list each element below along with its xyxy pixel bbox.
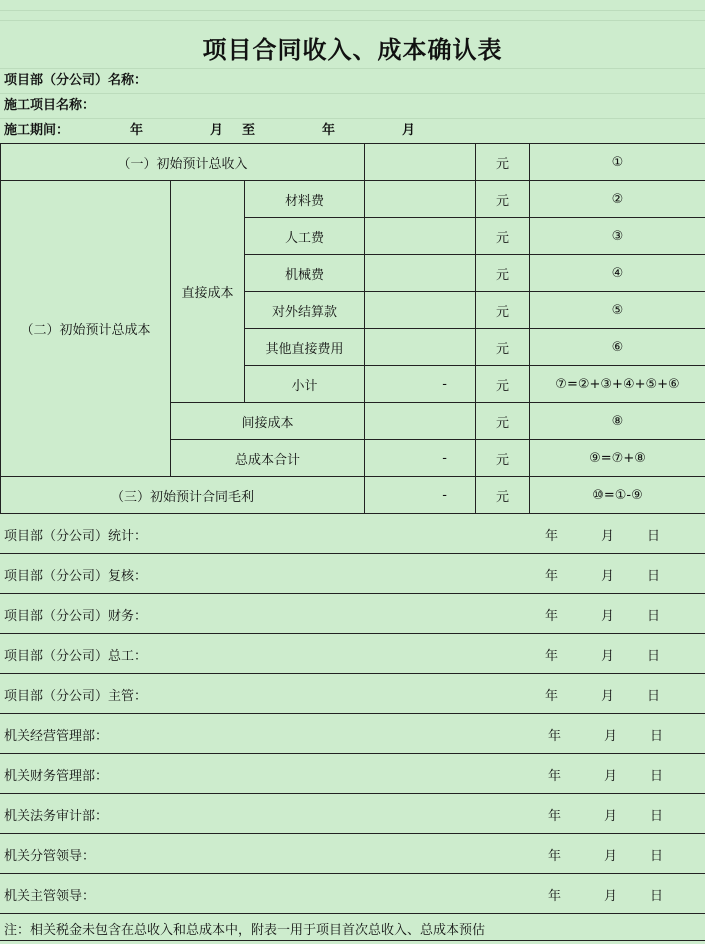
signature-label: 机关经营管理部： — [4, 729, 109, 744]
grid-line — [0, 93, 705, 94]
date-month: 月 — [601, 689, 615, 704]
document-title: 项目合同收入、成本确认表 — [202, 35, 503, 64]
date-year: 年 — [548, 889, 562, 904]
period-start-month: 月 — [210, 123, 224, 138]
date-year: 年 — [545, 529, 559, 544]
formula-cell: ① — [530, 144, 705, 181]
signature-label: 项目部（分公司）总工： — [4, 649, 148, 664]
unit-cell: 元 — [476, 181, 530, 218]
material-cost-value[interactable] — [365, 181, 476, 218]
formula-cell: ② — [530, 181, 705, 218]
date-month: 月 — [604, 769, 618, 784]
subtotal-label: 小计 — [245, 366, 365, 403]
date-year: 年 — [545, 649, 559, 664]
period-start-year: 年 — [130, 123, 144, 138]
table-row — [1, 144, 705, 181]
date-year: 年 — [548, 769, 562, 784]
date-day: 日 — [650, 729, 664, 744]
external-settlement-value[interactable] — [365, 292, 476, 329]
date-day: 日 — [647, 689, 661, 704]
signature-row[interactable] — [0, 754, 705, 794]
formula-cell: ③ — [530, 218, 705, 255]
machine-cost-value[interactable] — [365, 255, 476, 292]
unit-cell: 元 — [476, 329, 530, 366]
date-month: 月 — [601, 529, 615, 544]
other-direct-cost-label: 其他直接费用 — [245, 329, 365, 366]
signature-row[interactable] — [0, 554, 705, 594]
dept-name-label: 项目部（分公司）名称： — [4, 73, 148, 88]
date-year: 年 — [548, 729, 562, 744]
machine-cost-label: 机械费 — [245, 255, 365, 292]
formula-cell: ④ — [530, 255, 705, 292]
material-cost-label: 材料费 — [245, 181, 365, 218]
signature-row[interactable] — [0, 634, 705, 674]
subtotal-value[interactable]: - — [365, 366, 476, 403]
date-day: 日 — [647, 569, 661, 584]
date-day: 日 — [650, 889, 664, 904]
footnote: 注：相关税金未包含在总收入和总成本中，附表一用于项目首次总收入、总成本预估 — [4, 923, 486, 938]
unit-cell: 元 — [476, 255, 530, 292]
signature-row[interactable] — [0, 794, 705, 834]
project-name-label: 施工项目名称： — [4, 98, 96, 113]
total-cost-value[interactable]: - — [365, 440, 476, 477]
table-row — [1, 477, 705, 514]
grid-line — [0, 10, 705, 11]
formula-cell: ⑦=②+③+④+⑤+⑥ — [530, 366, 705, 403]
signature-row[interactable] — [0, 594, 705, 634]
income-cost-table — [0, 143, 705, 514]
formula-cell: ⑥ — [530, 329, 705, 366]
signature-label: 机关财务管理部： — [4, 769, 109, 784]
unit-cell: 元 — [476, 144, 530, 181]
indirect-cost-value[interactable] — [365, 403, 476, 440]
signature-label: 项目部（分公司）复核： — [4, 569, 148, 584]
signature-label: 机关分管领导： — [4, 849, 96, 864]
grid-line — [0, 20, 705, 21]
signature-label: 项目部（分公司）统计： — [4, 529, 148, 544]
signature-row[interactable] — [0, 874, 705, 914]
direct-cost-label: 直接成本 — [171, 181, 245, 403]
date-month: 月 — [601, 569, 615, 584]
date-day: 日 — [650, 769, 664, 784]
date-year: 年 — [545, 609, 559, 624]
unit-cell: 元 — [476, 366, 530, 403]
date-year: 年 — [545, 569, 559, 584]
date-month: 月 — [604, 809, 618, 824]
external-settlement-label: 对外结算款 — [245, 292, 365, 329]
other-direct-cost-value[interactable] — [365, 329, 476, 366]
date-year: 年 — [548, 849, 562, 864]
formula-cell: ⑩=①-⑨ — [530, 477, 705, 514]
signature-row[interactable] — [0, 514, 705, 554]
labor-cost-label: 人工费 — [245, 218, 365, 255]
signature-row[interactable] — [0, 674, 705, 714]
labor-cost-value[interactable] — [365, 218, 476, 255]
initial-revenue-label: （一）初始预计总收入 — [1, 144, 365, 181]
date-month: 月 — [604, 849, 618, 864]
initial-cost-label: （二）初始预计总成本 — [1, 181, 171, 477]
period-end-year: 年 — [322, 123, 336, 138]
signature-label: 机关主管领导： — [4, 889, 96, 904]
date-month: 月 — [601, 609, 615, 624]
date-day: 日 — [650, 809, 664, 824]
date-day: 日 — [647, 609, 661, 624]
grid-line — [0, 118, 705, 119]
gross-profit-value[interactable]: - — [365, 477, 476, 514]
date-day: 日 — [647, 649, 661, 664]
gross-profit-label: （三）初始预计合同毛利 — [1, 477, 365, 514]
unit-cell: 元 — [476, 218, 530, 255]
unit-cell: 元 — [476, 403, 530, 440]
signature-label: 机关法务审计部： — [4, 809, 109, 824]
formula-cell: ⑤ — [530, 292, 705, 329]
unit-cell: 元 — [476, 440, 530, 477]
table-row — [1, 181, 705, 218]
signature-row[interactable] — [0, 834, 705, 874]
date-month: 月 — [604, 729, 618, 744]
signature-label: 项目部（分公司）主管： — [4, 689, 148, 704]
date-month: 月 — [604, 889, 618, 904]
indirect-cost-label: 间接成本 — [171, 403, 365, 440]
date-day: 日 — [650, 849, 664, 864]
period-label: 施工期间： — [4, 123, 70, 138]
formula-cell: ⑨=⑦+⑧ — [530, 440, 705, 477]
period-end-month: 月 — [402, 123, 416, 138]
initial-revenue-value[interactable] — [365, 144, 476, 181]
date-year: 年 — [545, 689, 559, 704]
signature-row[interactable] — [0, 714, 705, 754]
unit-cell: 元 — [476, 292, 530, 329]
unit-cell: 元 — [476, 477, 530, 514]
formula-cell: ⑧ — [530, 403, 705, 440]
date-month: 月 — [601, 649, 615, 664]
period-to: 至 — [242, 123, 256, 138]
bottom-border — [0, 940, 705, 941]
date-year: 年 — [548, 809, 562, 824]
date-day: 日 — [647, 529, 661, 544]
total-cost-label: 总成本合计 — [171, 440, 365, 477]
signature-label: 项目部（分公司）财务： — [4, 609, 148, 624]
